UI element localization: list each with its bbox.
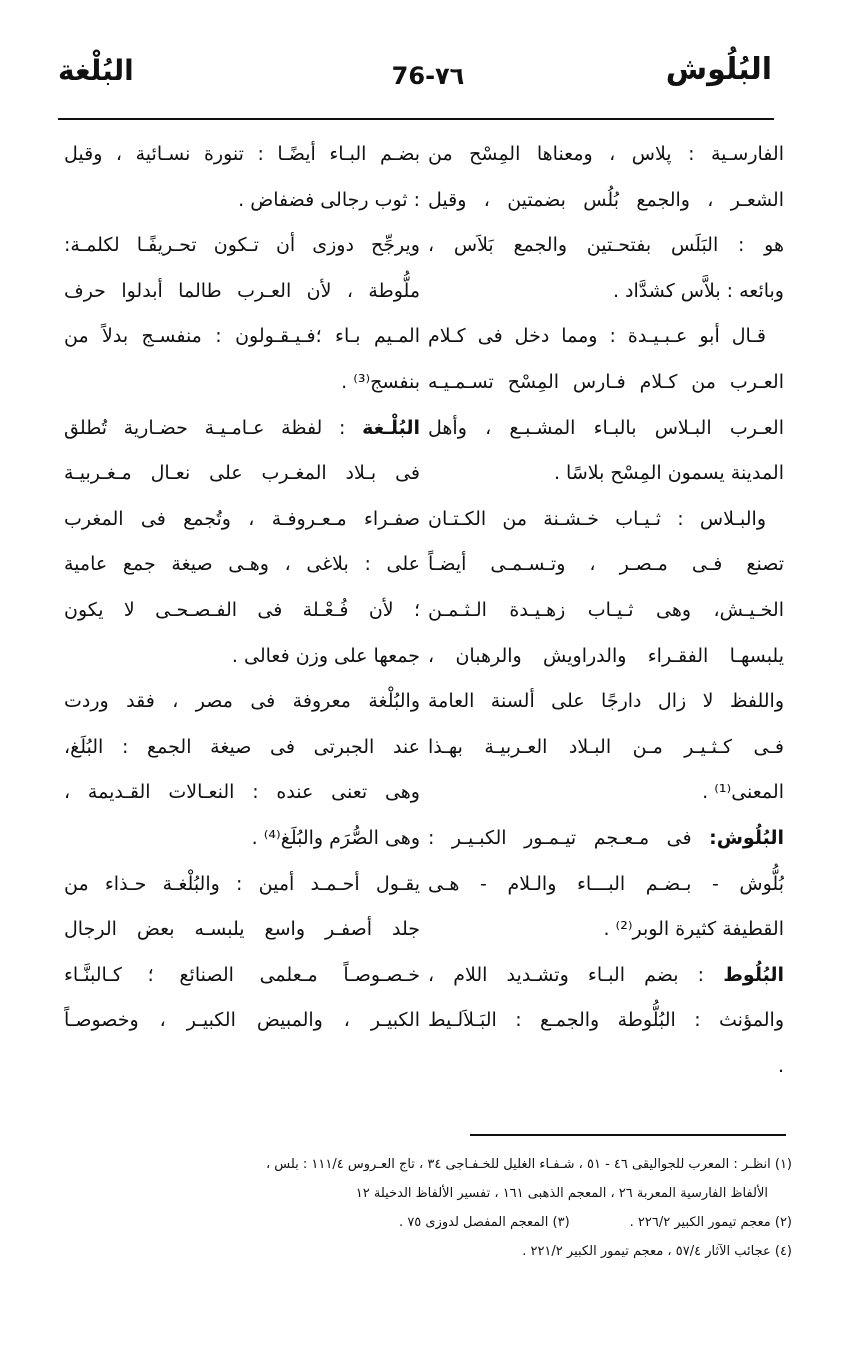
text-line — [64, 132, 420, 178]
line-text: صفـراء مـعـروفـة ، وتُجمع فى المغرب — [64, 507, 420, 530]
text-line — [64, 314, 420, 360]
line-text: عند الجبرتى فى صيغة الجمع : البُلَغ، — [64, 735, 420, 758]
line-text: تصنع فـى مـصـر ، وتـسـمـى أيضـاً — [428, 553, 784, 576]
line-text: : لفظة عـامـيـة حضـارية تُطلق — [64, 416, 363, 439]
text-line — [428, 269, 784, 315]
page-header — [58, 52, 772, 112]
text-line — [428, 953, 784, 999]
text-line — [428, 178, 784, 224]
text-line — [428, 314, 784, 360]
text-line — [64, 679, 420, 725]
text-line — [64, 588, 420, 634]
text-line — [64, 725, 420, 771]
line-text: هو : البَلَس بفتحـتين والجمع بَلاَس ، — [428, 234, 784, 257]
text-line — [64, 269, 420, 315]
line-text: . — [777, 1054, 784, 1077]
footnote-rule — [470, 1134, 786, 1136]
line-text: الخـيـش، وهى ثـيـاب زهـيـدة الـثـمـن — [428, 598, 784, 621]
line-text: : ثوب رجالى فضفاض . — [238, 188, 420, 211]
running-head-right: البُلُوش — [665, 52, 772, 87]
right-column — [428, 132, 784, 1112]
line-text: المـيم بـاء ؛فـيـقـولون : منفسـج بدلاً من — [64, 325, 420, 348]
line-text: جمعها على وزن فعالى . — [231, 644, 420, 667]
entry-term: البُلُوط — [723, 963, 784, 986]
text-line — [64, 634, 420, 680]
line-text: القطيفة كثيرة الوبر⁽²⁾ . — [603, 918, 784, 941]
line-text: ؛ لأن فُـعْـلة فى الفـصـحـى لا يكون — [64, 598, 420, 621]
text-line — [428, 497, 784, 543]
line-text: والمؤنث : البُلُّوطة والجمـع : البَـلاَلـيط — [428, 1009, 784, 1032]
text-line — [428, 132, 784, 178]
line-text: فى مـعـجم تيـمـور الكبـيـر : — [428, 826, 710, 849]
footnotes — [40, 1150, 792, 1266]
text-line — [428, 451, 784, 497]
line-text: فـى كـثـيـر مـن البـلاد العـربيـة بهـذا — [428, 735, 784, 758]
line-text: فى بـلاد المغـرب على نعـال مـغـربيـة — [64, 462, 420, 485]
footnote-2: (٢) معجم تيمور الكبير ٢٢٦/٢ . — [629, 1215, 792, 1230]
footnote-row-2-3 — [40, 1208, 792, 1237]
line-text: والبُلْغة معروفة فى مصر ، فقد وردت — [64, 690, 420, 713]
text-line — [64, 862, 420, 908]
text-line — [428, 542, 784, 588]
footnote-3: (٣) المعجم المفصل لدوزى ٧٥ . — [399, 1215, 570, 1230]
line-text: الكبيـر ، والمبيض الكبيـر ، وخصوصـاً — [64, 1009, 420, 1032]
footnote-4: (٤) عجائب الآثار ٥٧/٤ ، معجم تيمور الكبير ٢٢١/٢ . — [522, 1244, 792, 1259]
text-line — [428, 770, 784, 816]
left-column — [64, 132, 420, 1112]
text-line — [64, 953, 420, 999]
line-text: جلد أصفـر واسع يلبسـه بعض الرجال — [64, 918, 420, 941]
line-text: ملُّوطة ، لأن العـرب طالما أبدلوا حرف — [64, 279, 420, 302]
line-text: بضـم البـاء أيضًـا : تنورة نسـائية ، وقيل — [64, 143, 420, 165]
line-text: ويرجِّح دوزى أن تـكون تحـريفًـا لكلمـة: — [64, 234, 420, 257]
text-line — [428, 679, 784, 725]
line-text: : بضم البـاء وتشـديد اللام ، — [428, 963, 724, 986]
text-line — [428, 406, 784, 452]
line-text: قـال أبو عـبـيـدة : ومما دخل فى كـلام — [428, 325, 766, 348]
line-text: الفارسـية : پلاس ، ومعناها المِسْح من — [428, 143, 784, 165]
line-text: الشعـر ، والجمع بُلُس بضمتين ، وقيل — [428, 188, 784, 211]
line-text: يقـول أحـمـد أمين : والبُلْغـة حـذاء من — [64, 872, 420, 895]
text-line — [64, 451, 420, 497]
line-text: والبـلاس : ثـيـاب خـشـنة من الكـتـان — [428, 507, 766, 530]
line-text: خـصـوصـاً مـعلمى الصنائع ؛ كـالبنَّـاء — [64, 963, 420, 986]
text-line — [428, 634, 784, 680]
line-text: وهى الصُّرَم والبُلَغ⁽⁴⁾ . — [251, 826, 420, 849]
text-line — [64, 998, 420, 1044]
text-line — [428, 588, 784, 634]
text-line — [428, 725, 784, 771]
text-line — [428, 1044, 784, 1090]
running-head-left: البُلْغة — [58, 54, 134, 87]
text-line — [64, 223, 420, 269]
text-line — [64, 907, 420, 953]
line-text: على : بلاغى ، وهـى صيغة جمع عامية — [64, 553, 420, 576]
text-line — [428, 223, 784, 269]
text-line — [428, 998, 784, 1044]
text-line — [428, 360, 784, 406]
line-text: واللفظ لا زال دارجًا على ألسنة العامة — [428, 690, 784, 713]
line-text: وبائعه : بلاَّس كشدَّاد . — [612, 279, 784, 302]
line-text: وهى تعنى عنده : النعـالات القـديمة ، — [64, 781, 420, 804]
line-text: يلبسهـا الفقـراء والدراويش والرهبان ، — [428, 644, 784, 667]
line-text: المعنى⁽¹⁾ . — [702, 781, 784, 804]
header-rule — [58, 118, 774, 120]
text-line — [428, 907, 784, 953]
page-number: 76-٧٦ — [391, 62, 465, 90]
line-text: العـرب البـلاس بالبـاء المشـبـع ، وأهل — [428, 416, 784, 439]
text-line — [64, 497, 420, 543]
entry-term: البُلْـغة — [362, 416, 420, 439]
line-text: بُلُّوش - بـضـم البـــاء والـلام - هـى — [428, 872, 784, 895]
entry-term: البُلُوش: — [709, 826, 784, 849]
text-line — [64, 360, 420, 406]
line-text: بنفسج⁽³⁾ . — [341, 370, 420, 393]
footnote-1: (١) انظـر : المعرب للجواليقى ٤٦ - ٥١ ، شـفـاء الغليل للخـفـاجى ٣٤ ، تاج العـروس ١١١/٤ : بلس ، — [265, 1157, 792, 1172]
text-line — [64, 816, 420, 862]
text-line — [428, 816, 784, 862]
text-line — [64, 178, 420, 224]
footnote-1-continued: الألفاظ الفارسية المعربة ٢٦ ، المعجم الذهبى ١٦١ ، تفسير الألفاظ الدخيلة ١٢ — [355, 1186, 768, 1201]
text-line — [64, 770, 420, 816]
text-line — [428, 862, 784, 908]
line-text: المدينة يسمون المِسْح بلاسًا . — [553, 462, 784, 485]
line-text: العـرب من كـلام فـارس المِسْح تسـمـيـه — [428, 370, 784, 393]
text-line — [64, 542, 420, 588]
text-line — [64, 406, 420, 452]
